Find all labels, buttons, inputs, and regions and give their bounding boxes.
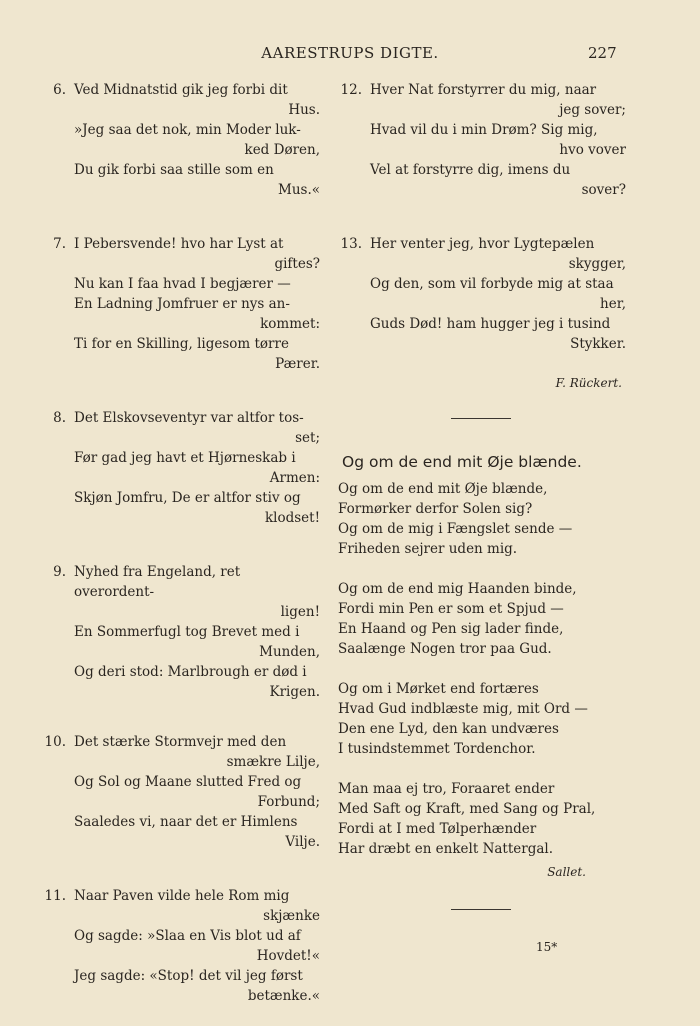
verse-line: Forbund; — [257, 794, 320, 810]
stanza — [40, 408, 320, 528]
verse-line: Det Elskovseventyr var altfor tos- — [74, 410, 304, 426]
poem-line: Hvad Gud indblæste mig, mit Ord — — [338, 701, 588, 717]
stanza-number: 8. — [53, 410, 66, 426]
stanza-number: 6. — [53, 82, 66, 98]
verse-line: set; — [295, 430, 320, 446]
verse-line: Her venter jeg, hvor Lygtepælen — [370, 236, 595, 252]
stanza-number: 7. — [53, 236, 66, 252]
stanza — [336, 80, 626, 200]
verse-line: Skjøn Jomfru, De er altfor stiv og — [74, 490, 301, 506]
poem-line: Og om i Mørket end fortæres — [338, 681, 539, 697]
verse-line: skygger, — [568, 256, 626, 272]
running-header: AARESTRUPS DIGTE. — [261, 44, 439, 62]
poem-line: Har dræbt en enkelt Nattergal. — [338, 841, 554, 857]
verse-line: En Sommerfugl tog Brevet med i — [74, 624, 300, 640]
poem-line: Og om de mig i Fængslet sende — — [338, 521, 573, 537]
stanza — [40, 886, 320, 1006]
stanza-number: 11. — [44, 888, 66, 904]
verse-line: kommet: — [260, 316, 320, 332]
verse-line: Hovdet!« — [256, 948, 320, 964]
poem-line: I tusindstemmet Tordenchor. — [338, 741, 536, 757]
verse-line: Og Sol og Maane slutted Fred og — [74, 774, 302, 790]
right-stanzas — [336, 80, 626, 354]
verse-line: Vel at forstyrre dig, imens du — [370, 162, 571, 178]
verse-line: En Ladning Jomfruer er nys an- — [74, 296, 290, 312]
verse-line: hvo vover — [559, 142, 626, 158]
poem-title: Og om de end mit Øje blænde. — [342, 453, 582, 471]
poem-line: Formørker derfor Solen sig? — [338, 501, 533, 517]
verse-line: Mus.« — [278, 182, 320, 198]
poem-line: Man maa ej tro, Foraaret ender — [338, 781, 555, 797]
poem-line: Friheden sejrer uden mig. — [338, 541, 518, 557]
poem-stanza — [336, 679, 626, 759]
verse-line: Og sagde: »Slaa en Vis blot ud af — [74, 928, 301, 944]
verse-line: Du gik forbi saa stille som en — [74, 162, 274, 178]
verse-line: Og deri stod: Marlbrough er død i — [74, 664, 307, 680]
right-column — [336, 80, 626, 910]
verse-line: »Jeg saa det nok, min Moder luk- — [74, 122, 301, 138]
divider-rule — [451, 418, 511, 419]
attribution-rueckert: F. Rückert. — [555, 376, 622, 390]
poem-line: Og om de end mit Øje blænde, — [338, 481, 548, 497]
verse-line: Før gad jeg havt et Hjørneskab i — [74, 450, 296, 466]
verse-line: betænke.« — [247, 988, 320, 1004]
stanza-number: 10. — [44, 734, 66, 750]
verse-line: Jeg sagde: «Stop! det vil jeg først — [74, 968, 303, 984]
verse-line: sover? — [581, 182, 626, 198]
verse-line: Guds Død! ham hugger jeg i tusind — [370, 316, 611, 332]
poem-stanza — [336, 579, 626, 659]
poem-line: Fordi min Pen er som et Spjud — — [338, 601, 564, 617]
poem-stanza — [336, 479, 626, 559]
verse-line: Armen: — [269, 470, 320, 486]
stanza — [40, 732, 320, 852]
stanza — [40, 80, 320, 200]
verse-line: Og den, som vil forbyde mig at staa — [370, 276, 614, 292]
stanza — [40, 234, 320, 374]
poem-stanza — [336, 779, 626, 859]
verse-line: ked Døren, — [244, 142, 320, 158]
stanza-number: 13. — [340, 236, 362, 252]
verse-line: Pærer. — [275, 356, 320, 372]
stanza — [40, 562, 320, 702]
verse-line: Hvad vil du i min Drøm? Sig mig, — [370, 122, 598, 138]
verse-line: Krigen. — [269, 684, 320, 700]
verse-line: Saaledes vi, naar det er Himlens — [74, 814, 298, 830]
verse-line: ligen! — [280, 604, 320, 620]
page-number: 227 — [588, 44, 617, 62]
poem-line: Den ene Lyd, den kan undværes — [338, 721, 559, 737]
verse-line: Ved Midnatstid gik jeg forbi dit — [74, 82, 288, 98]
verse-line: Det stærke Stormvejr med den — [74, 734, 287, 750]
verse-line: Hus. — [288, 102, 320, 118]
stanza-number: 12. — [340, 82, 362, 98]
divider-rule-bottom — [451, 909, 511, 910]
verse-line: Vilje. — [285, 834, 320, 850]
stanza-number: 9. — [53, 564, 66, 580]
verse-line: Naar Paven vilde hele Rom mig — [74, 888, 290, 904]
verse-line: Nu kan I faa hvad I begjærer — — [74, 276, 291, 292]
verse-line: Munden, — [259, 644, 320, 660]
attribution-sallet: Sallet. — [547, 865, 586, 879]
verse-line: I Pebersvende! hvo har Lyst at — [74, 236, 284, 252]
verse-line: Ti for en Skilling, ligesom tørre — [74, 336, 289, 352]
poem-line: Fordi at I med Tølperhænder — [338, 821, 537, 837]
verse-line: Stykker. — [570, 336, 626, 352]
left-column — [40, 80, 320, 1026]
poem-line: Saalænge Nogen tror paa Gud. — [338, 641, 552, 657]
poem-body — [336, 479, 626, 859]
verse-line: Nyhed fra Engeland, ret overordent- — [74, 564, 241, 600]
verse-line: jeg sover; — [559, 102, 626, 118]
poem-line: En Haand og Pen sig lader finde, — [338, 621, 564, 637]
poem-line: Med Saft og Kraft, med Sang og Pral, — [338, 801, 596, 817]
signature-mark: 15* — [536, 940, 558, 954]
verse-line: klodset! — [264, 510, 320, 526]
poem-line: Og om de end mig Haanden binde, — [338, 581, 577, 597]
verse-line: skjænke — [263, 908, 320, 924]
verse-line: her, — [600, 296, 626, 312]
stanza — [336, 234, 626, 354]
verse-line: Hver Nat forstyrrer du mig, naar — [370, 82, 597, 98]
verse-line: giftes? — [274, 256, 320, 272]
verse-line: smækre Lilje, — [226, 754, 320, 770]
